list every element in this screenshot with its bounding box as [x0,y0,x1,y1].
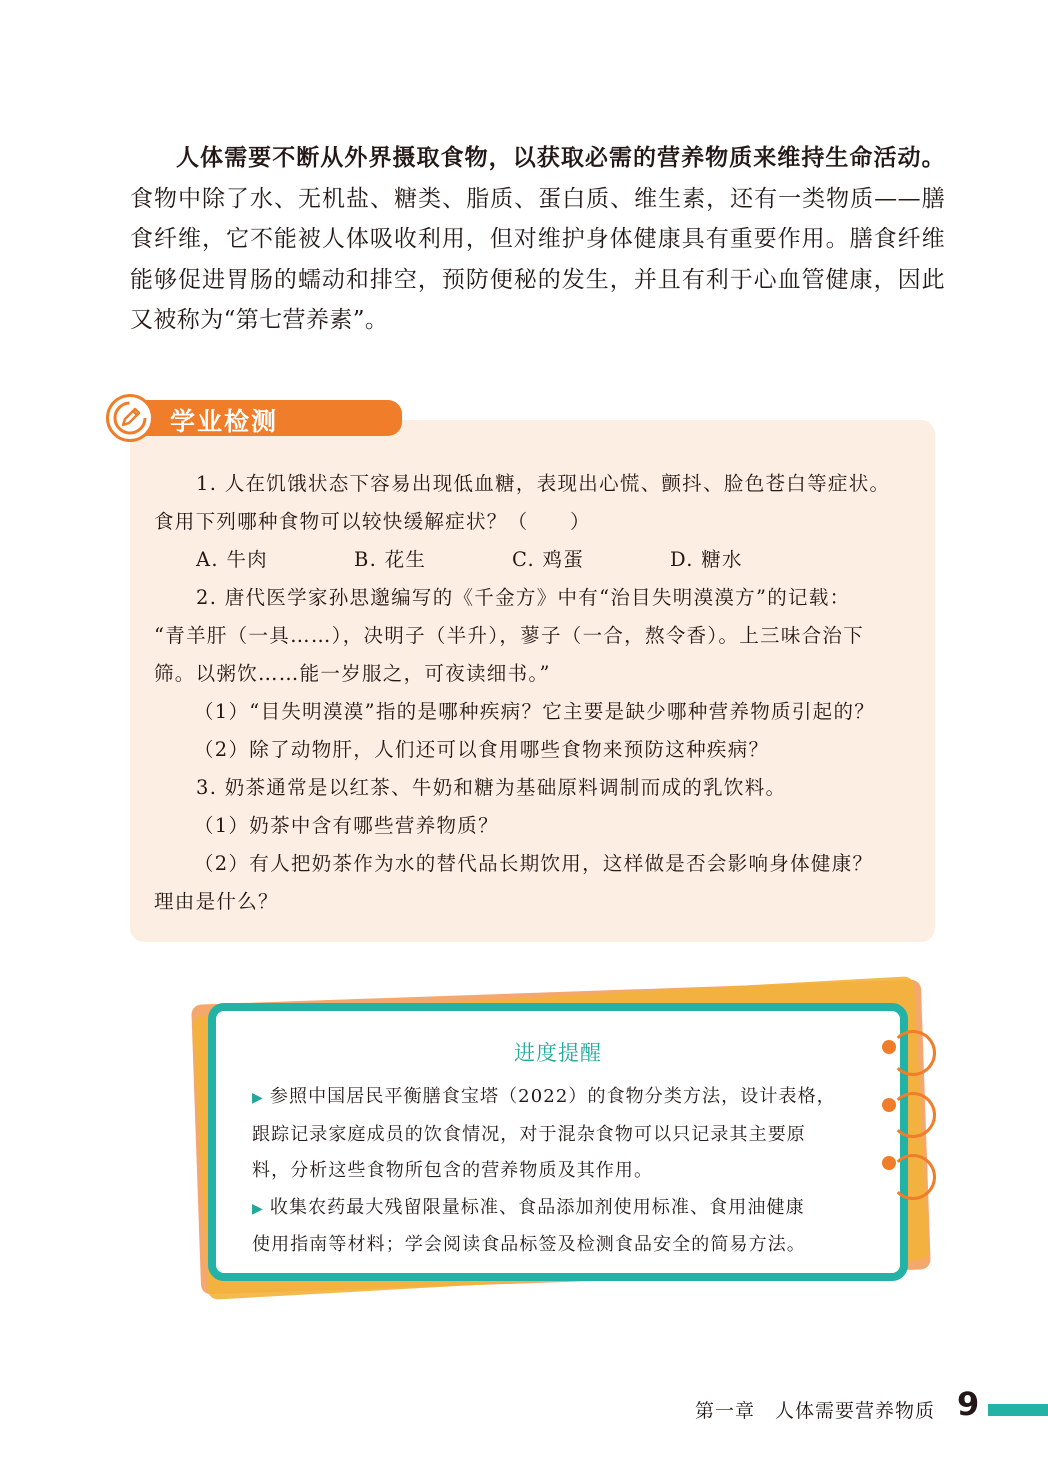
page-accent-bar [988,1404,1048,1416]
footer-chapter: 第一章 人体需要营养物质 [695,1400,936,1422]
quiz-header [104,394,304,444]
q2-line3: 筛。以粥饮……能一岁服之，可夜读细书。” [154,662,551,685]
q2-line1: 2. 唐代医学家孙思邈编写的《千金方》中有“治目失明漠漠方”的记载： [196,586,851,609]
binding-ring-icon [890,1154,936,1200]
option-b: B. 花生 [354,548,427,571]
q2-line2: “青羊肝（一具……），决明子（半升），蓼子（一合，熬令香）。上三味合治下 [154,624,865,647]
reminder-item2-line2: 使用指南等材料；学会阅读食品标签及检测食品安全的简易方法。 [252,1234,806,1255]
reminder-title: 进度提醒 [514,1041,602,1065]
quiz-title: 学业检测 [170,407,279,436]
q3-sub2-line1: （2）有人把奶茶作为水的替代品长期饮用，这样做是否会影响身体健康？ [194,852,874,875]
intro-paragraph [130,138,945,341]
reminder-item1-line1: ▶ 参照中国居民平衡膳食宝塔（2022）的食物分类方法，设计表格， [252,1086,836,1107]
q3-sub1: （1）奶茶中含有哪些营养物质？ [194,814,499,837]
reminder-card [208,1003,908,1281]
q1-line2: 食用下列哪种食物可以较快缓解症状？（ ） [154,510,591,533]
page-number: 9 [957,1385,980,1423]
triangle-bullet-icon: ▶ [252,1200,264,1217]
reminder-item2-line1: ▶ 收集农药最大残留限量标准、食品添加剂使用标准、食用油健康 [252,1196,805,1218]
pencil-icon [106,394,154,442]
option-a: A. 牛肉 [196,548,268,571]
intro-lead: 人体需要不断从外界摄取食物，以获取必需的营养物质来维持生命活动。 [176,145,945,171]
reminder-item1-line2: 跟踪记录家庭成员的饮食情况，对于混杂食物可以只记录其主要原 [252,1123,806,1145]
binding-ring-icon [890,1030,936,1076]
q2-sub2: （2）除了动物肝，人们还可以食用哪些食物来预防这种疾病？ [194,738,770,761]
quiz-title-tab [140,400,402,436]
quiz-content [154,465,919,921]
q3-sub2-line2: 理由是什么？ [154,890,279,913]
option-d: D. 糖水 [670,548,743,571]
binding-ring-icon [890,1092,936,1138]
triangle-bullet-icon: ▶ [252,1090,264,1106]
reminder-body [252,1079,872,1264]
option-c: C. 鸡蛋 [512,548,585,571]
intro-text: 食物中除了水、无机盐、糖类、脂质、蛋白质、维生素，还有一类物质——膳食纤维，它不能被人体吸收利用，但对维护身体健康具有重要作用。膳食纤维能够促进胃肠的蠕动和排空，预防便秘的发生，并且有利于心血管健康，因此又被称为“第七营养素”。 [130,185,945,333]
q1-line1: 1. 人在饥饿状态下容易出现低血糖，表现出心慌、颤抖、脸色苍白等症状。 [196,472,891,495]
q3-line1: 3. 奶茶通常是以红茶、牛奶和糖为基础原料调制而成的乳饮料。 [196,776,787,799]
q2-sub1: （1）“目失明漠漠”指的是哪种疾病？它主要是缺少哪种营养物质引起的？ [194,700,876,723]
reminder-item1-line3: 料，分析这些食物所包含的营养物质及其作用。 [252,1160,654,1181]
q1-options [154,541,919,579]
